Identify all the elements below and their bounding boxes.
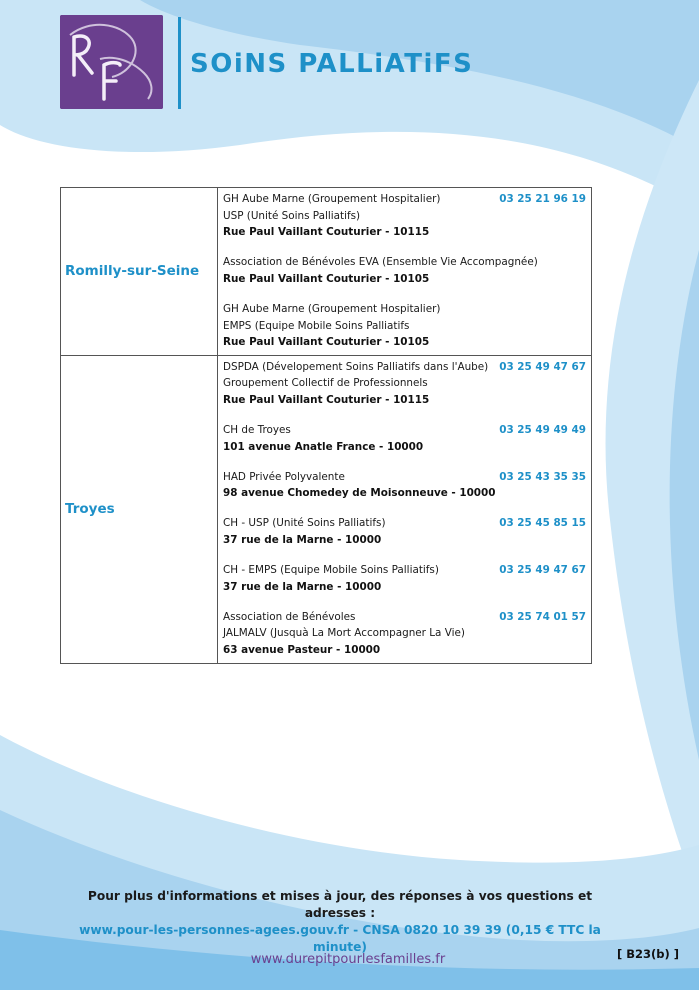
entry-address: Rue Paul Vaillant Couturier - 10115 xyxy=(223,393,430,406)
directory-entry xyxy=(223,562,586,595)
entry-address: Rue Paul Vaillant Couturier - 10105 xyxy=(223,272,430,285)
entry-phone[interactable]: 03 25 43 35 35 xyxy=(499,470,586,483)
entry-organization: HAD Privée Polyvalente xyxy=(223,470,345,483)
city-name: Troyes xyxy=(61,355,218,663)
footer-info-text: Pour plus d'informations et mises à jour, des réponses à vos questions et adresses : xyxy=(87,889,593,920)
entry-phone[interactable]: 03 25 49 47 67 xyxy=(499,360,586,373)
entry-organization: CH de Troyes xyxy=(223,424,291,437)
entry-phone[interactable]: 03 25 74 01 57 xyxy=(499,610,586,623)
entry-organization: USP (Unité Soins Palliatifs) xyxy=(223,209,361,222)
directory-entry xyxy=(223,301,586,351)
entry-organization: GH Aube Marne (Groupement Hospitalier) xyxy=(223,302,441,315)
entry-phone[interactable]: 03 25 45 85 15 xyxy=(499,517,586,530)
entry-organization: JALMALV (Jusquà La Mort Accompagner La Vie) xyxy=(223,627,465,640)
city-name: Romilly-sur-Seine xyxy=(61,188,218,356)
directory-entry xyxy=(223,191,586,241)
directory-entry xyxy=(223,609,586,659)
entry-address: Rue Paul Vaillant Couturier - 10105 xyxy=(223,336,430,349)
entry-organization: CH - USP (Unité Soins Palliatifs) xyxy=(223,517,386,530)
entry-organization: DSPDA (Dévelopement Soins Palliatifs dans l'Aube) xyxy=(223,360,489,373)
title-divider xyxy=(178,17,181,109)
entry-address: 101 avenue Anatle France - 10000 xyxy=(223,440,424,453)
footer-info xyxy=(60,888,620,956)
directory-entry xyxy=(223,422,586,455)
entry-organization: Association de Bénévoles xyxy=(223,610,356,623)
entry-phone[interactable]: 03 25 49 47 67 xyxy=(499,564,586,577)
entry-organization: GH Aube Marne (Groupement Hospitalier) xyxy=(223,193,441,205)
directory-row xyxy=(61,355,592,663)
entry-organization: Groupement Collectif de Professionnels xyxy=(223,377,428,390)
directory-entry xyxy=(223,515,586,548)
website-link[interactable]: www.durepitpourlesfamilles.fr xyxy=(250,952,446,967)
directory-entry xyxy=(223,469,586,502)
entry-address: 37 rue de la Marne - 10000 xyxy=(223,580,382,593)
entry-organization: EMPS (Equipe Mobile Soins Palliatifs xyxy=(223,319,410,332)
page-title: SOiNS PALLiATiFS xyxy=(190,49,474,79)
entry-address: Rue Paul Vaillant Couturier - 10115 xyxy=(223,226,430,239)
entry-address: 98 avenue Chomedey de Moisonneuve - 10000 xyxy=(223,487,496,500)
entry-phone[interactable]: 03 25 49 49 49 xyxy=(499,424,586,437)
directory-row xyxy=(61,188,592,356)
repit-familles-logo xyxy=(60,15,163,109)
entry-organization: Association de Bénévoles EVA (Ensemble Vie Accompagnée) xyxy=(223,256,538,269)
entry-address: 63 avenue Pasteur - 10000 xyxy=(223,643,381,656)
page-code: [ B23(b) ] xyxy=(617,947,680,961)
directory-entry xyxy=(223,359,586,409)
directory-table xyxy=(60,187,592,664)
entry-organization: CH - EMPS (Equipe Mobile Soins Palliatifs) xyxy=(223,564,439,577)
footer-info-link[interactable]: www.pour-les-personnes-agees.gouv.fr - CNSA 0820 10 39 39 (0,15 € TTC la minute) xyxy=(79,923,601,954)
entry-address: 37 rue de la Marne - 10000 xyxy=(223,534,382,546)
directory-entry xyxy=(223,254,586,287)
entries-cell xyxy=(218,188,592,356)
entry-phone[interactable]: 03 25 21 96 19 xyxy=(499,193,586,205)
entries-cell xyxy=(218,355,592,663)
